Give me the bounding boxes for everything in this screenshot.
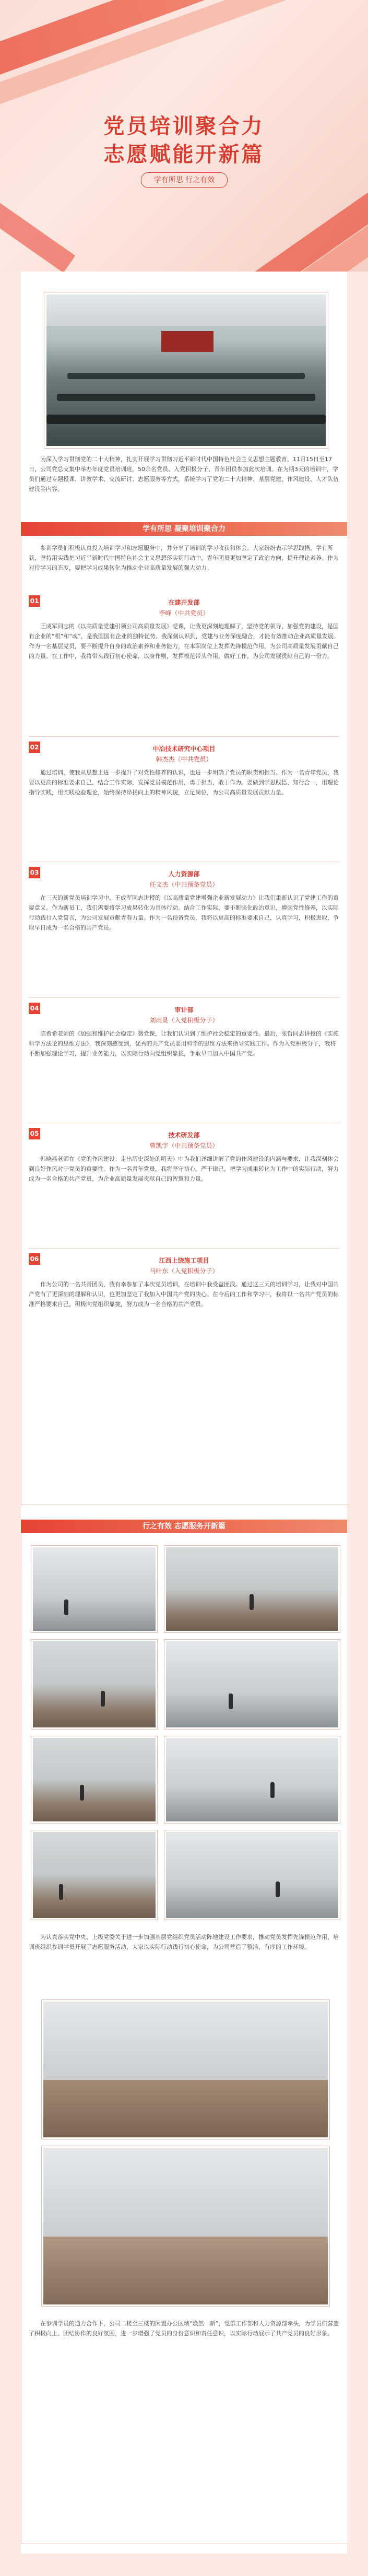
item-text: 韩晓燕老师在《党的作风建设：走出历史深处的明天》中为我们详细讲解了党的作风建设的内涵与要求，让我深刻体会到良好作风对于党员的重要性。作为一名青年党员，我将坚守初心，严于律己，把学习成果转化为工作中的实际行动，努力成为一名合格的共产党员，为企业高质量发展贡献自己的智慧和力量。	[29, 1156, 339, 1182]
item-number: 03	[29, 867, 40, 878]
section2-text2: 在参训学员的通力合作下，公司二楼至三楼的闲置办公区域“焕然一新”，党群工作部和人力资源部牵头，为学员们营造了积极向上、团结协作的良好氛围，进一步增强了党员的身份意识和责任意识，以实际行动展示了共产党员的良好形象。	[29, 2320, 339, 2337]
meeting-photo	[44, 292, 328, 448]
divider	[29, 736, 339, 737]
section2-text1: 为认真落实党中央、上级党委关于进一步加强基层党组织党员活动阵地建设工作要求，推动党员发挥先锋模范作用，培训班组织参训学员开展了志愿服务活动，大家以实际行动践行初心使命，为公司营造了整洁、有序的工作环境。	[29, 1934, 339, 1950]
item-name: 任文杰（中共预备党员）	[149, 881, 219, 888]
intro-paragraph: 为深入学习贯彻党的二十大精神，扎实开展学习贯彻习近平新时代中国特色社会主义思想主题教育，11月15日至17日，公司党总支集中举办年度党员培训班，50余名党员、入党积极分子、青年团员参加此次培训。在为期3天的培训中，学员们通过专题授课、讲教学术、交流研讨、志愿服务等方式，系统学习了党的二十大精神、基层党建、作风建设、人才队伍建设等内容。	[29, 456, 339, 492]
item-name: 韩杰杰（中共党员）	[156, 756, 212, 763]
item-title: 技术研发部	[168, 1132, 200, 1139]
volunteer-photo	[31, 1830, 157, 1920]
item-number: 06	[29, 1253, 40, 1265]
volunteer-photo-large	[42, 2146, 329, 2306]
header-banner	[0, 0, 368, 272]
item-text: 王成军同志的《以高质量党建引领公司高质量发展》党课，让我更深刻地理解了，坚持党的领导、加强党的建设，是国有企业的“根”和“魂”，是我国国有企业的独特优势。我深刻认识到，党建与业务深度融合，才能有效推动企业高质量发展。作为一名基层党员，要不断提升自身的政治素养和业务能力，在本职岗位上发挥先锋模范作用，为公司高质量发展贡献自己的力量。在工作中，我将带头践行初心使命，以身作则，发挥模范带头作用，做好工作，为公司发展贡献自己的一份力。	[29, 623, 339, 660]
volunteer-photo	[31, 1546, 157, 1632]
item-number: 01	[29, 595, 40, 607]
item-name: 刘雨灵（入党积极分子）	[149, 1017, 219, 1024]
volunteer-photo	[164, 1736, 340, 1823]
item-number: 02	[29, 742, 40, 753]
item-title: 江西上饶施工项目	[159, 1257, 209, 1264]
item-name: 李峰（中共党员）	[159, 609, 209, 617]
item-text: 通过培训，使我从思想上进一步提升了对党性修养的认识，也进一步明确了党员的职责和担当。作为一名青年党员，我要以更高的标准要求自己，结合工作实际，发挥党员模范作用，勇于担当，敢于作为。要做到学思践悟、知行合一，用理论指导实践，用实践检验理论，始终保持昂扬向上的精神风貌，立足岗位，为公司高质量发展贡献力量。	[29, 769, 339, 796]
volunteer-photo	[31, 1640, 157, 1729]
item-number: 05	[29, 1128, 40, 1139]
volunteer-photo	[164, 1640, 340, 1729]
section1-lead: 参训学员们积极认真投入培训学习和志愿服务中，并分享了培训的学习收获和体会。大家纷纷表示学思践悟，学有所获，坚持用实践把习近平新时代中国特色社会主义思想落实到行动中，青年团员更加坚定了政治方向，提升理论素养。作为对待学习的态度，要把学习成果转化为推动企业高质量发展的强大动力。	[29, 545, 339, 571]
volunteer-photo-large	[42, 2000, 329, 2139]
page-title-line1: 党员培训聚合力	[103, 114, 265, 138]
section2-header: 行之有效 志愿服务开新篇	[21, 1520, 347, 1533]
item-name: 马叶东（入党积极分子）	[149, 1267, 219, 1275]
volunteer-photo	[31, 1736, 157, 1823]
title-badge: 学有所思 行之有效	[141, 172, 228, 188]
volunteer-photo	[164, 1546, 340, 1632]
item-text: 作为公司的一名共青团员，我有幸参加了本次党员培训，在培训中我受益匪浅。通过这三天的培训学习，让我对中国共产党有了更深刻的理解和认识，也更加坚定了我加入中国共产党的决心。在今后的工作和学习中，我将以一名共产党员的标准严格要求自己，积极向党组织靠拢，努力成为一名合格的共产党员。	[29, 1281, 339, 1308]
decor-stripe	[0, 0, 357, 105]
item-title: 审计部	[174, 1006, 194, 1014]
item-title: 中冶技术研究中心项目	[152, 745, 216, 752]
item-text: 陈希希老师的《加强和维护社会稳定》微党课，让我们认识到了维护社会稳定的重要性。最后，张哲同志讲授的《实施科学方法论的思维方法》，我深刻感受到，优秀的共产党员要用科学的思维方法来指导实践工作。作为入党积极分子，我将不断加强理论学习，提升业务能力，以实际行动向党组织靠拢，争取早日加入中国共产党。	[29, 1030, 339, 1057]
section1-header: 学有所思 凝聚培训聚合力	[21, 522, 347, 536]
item-number: 04	[29, 1003, 40, 1014]
decor-stripe	[0, 166, 75, 272]
divider	[29, 997, 339, 998]
item-name: 曹凯宇（中共预备党员）	[149, 1142, 219, 1149]
item-text: 在三天的新党员培训学习中，王成军同志讲授的《以高质量党建增强企业新发展动力》让我们重新认识了党建工作的重要意义。作为新员工，我们需要将学习成果转化为具体行动。结合工作实际，要不断强化政治意识，增强党性修养，以实际行动践行入党誓言，为公司发展贡献青春力量。作为一名预备党员，我将以更高的标准要求自己，认真学习，积极进取，争取早日成为一名合格的共产党员。	[29, 895, 339, 931]
item-title: 在建开发部	[168, 599, 200, 606]
page-title-line2: 志愿赋能开新篇	[103, 142, 265, 167]
volunteer-photo	[164, 1830, 340, 1920]
item-title: 人力资源部	[168, 871, 200, 878]
divider	[29, 1248, 339, 1249]
